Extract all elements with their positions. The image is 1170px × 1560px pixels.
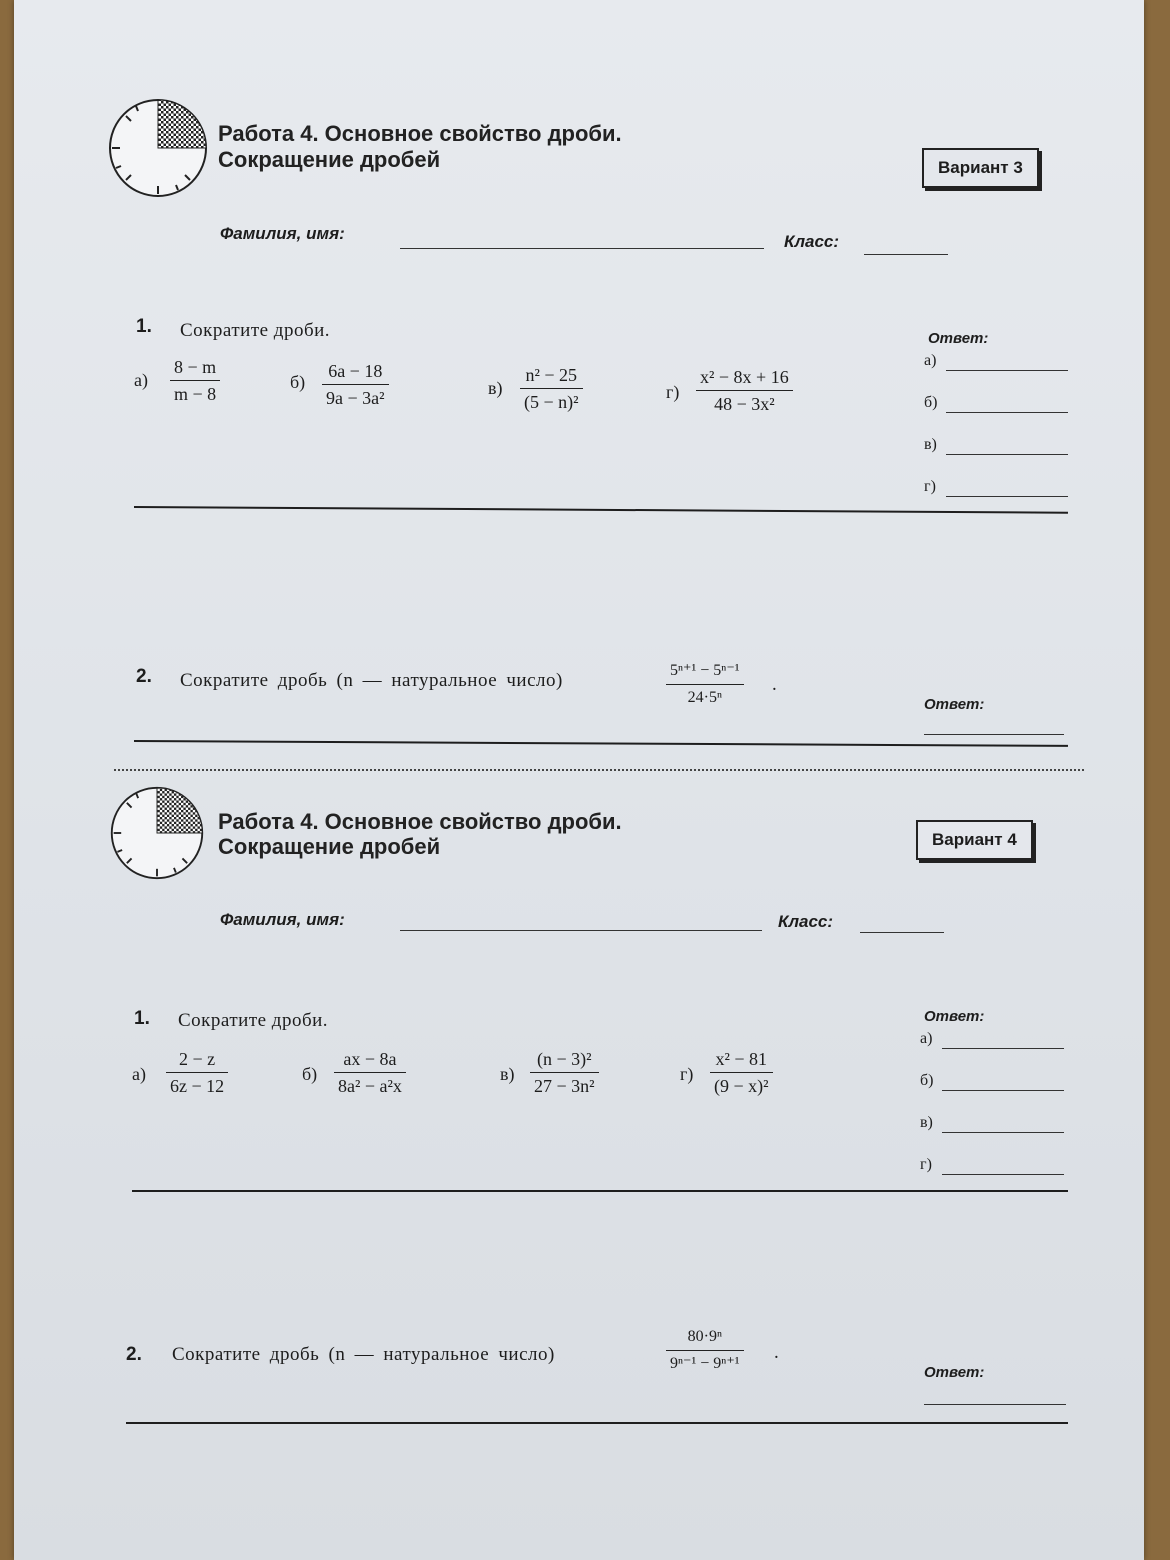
section-divider	[126, 1422, 1068, 1424]
section-divider	[132, 1190, 1068, 1192]
class-input-line[interactable]	[864, 254, 948, 255]
task1-item-g-fraction	[696, 366, 793, 415]
fraction-bar	[170, 380, 220, 381]
answer-v-line[interactable]	[946, 454, 1068, 455]
variant-badge: Вариант 3	[922, 148, 1039, 188]
cut-line	[114, 769, 1084, 771]
fraction-denominator: (9 − x)²	[714, 1076, 769, 1096]
task1-item-a-label: а)	[132, 1064, 146, 1084]
task1-item-v-label: в)	[500, 1064, 515, 1084]
fraction-denominator: (5 − n)²	[524, 392, 579, 412]
task1-item-g-label: г)	[666, 382, 680, 402]
task2-period: .	[772, 674, 778, 695]
clock-icon	[108, 784, 206, 882]
answer-v-label: в)	[920, 1114, 933, 1131]
fraction-denominator: 9a − 3a²	[326, 388, 385, 408]
worksheet-title-line1: Работа 4. Основное свойство дроби.	[218, 121, 622, 146]
task1-number: 1.	[136, 316, 152, 337]
answer-title: Ответ:	[924, 1008, 985, 1025]
answer2-line[interactable]	[924, 734, 1064, 735]
fraction-bar	[322, 384, 389, 385]
task2-number: 2.	[136, 666, 152, 687]
task1-item-a-fraction	[170, 356, 220, 405]
answer-title: Ответ:	[928, 330, 989, 347]
worksheet-page	[14, 0, 1144, 1560]
fraction-numerator: 2 − z	[179, 1049, 216, 1069]
fraction-bar	[520, 388, 583, 389]
answer-v-line[interactable]	[942, 1132, 1064, 1133]
answer-b-label: б)	[920, 1072, 934, 1089]
fraction-bar	[166, 1072, 228, 1073]
fraction-numerator: ax − 8a	[343, 1049, 397, 1069]
task1-item-g-fraction	[710, 1048, 773, 1097]
answer-a-line[interactable]	[946, 370, 1068, 371]
fraction-bar	[666, 1350, 744, 1351]
task2-text: Сократите дробь (n — натуральное число)	[172, 1344, 555, 1365]
class-label: Класс:	[778, 912, 834, 931]
fraction-numerator: 80·9ⁿ	[687, 1328, 722, 1345]
variant-badge: Вариант 4	[916, 820, 1033, 860]
fraction-denominator: 27 − 3n²	[534, 1076, 595, 1096]
task1-item-b-label: б)	[290, 372, 306, 392]
task1-item-v-fraction	[530, 1048, 599, 1097]
task1-text: Сократите дроби.	[180, 320, 331, 341]
name-label: Фамилия, имя:	[220, 224, 345, 243]
answer2-title: Ответ:	[924, 696, 985, 713]
fraction-bar	[530, 1072, 599, 1073]
answer-v-label: в)	[924, 436, 937, 453]
fraction-numerator: 5ⁿ⁺¹ − 5ⁿ⁻¹	[670, 662, 740, 679]
task1-item-a-label: а)	[134, 370, 148, 390]
name-input-line[interactable]	[400, 248, 764, 249]
task1-item-b-fraction	[334, 1048, 406, 1097]
answer-a-line[interactable]	[942, 1048, 1064, 1049]
task1-item-b-fraction	[322, 360, 389, 409]
name-label: Фамилия, имя:	[220, 910, 345, 929]
answer2-line[interactable]	[924, 1404, 1066, 1405]
answer-a-label: а)	[924, 352, 937, 369]
class-label: Класс:	[784, 232, 840, 251]
task1-number: 1.	[134, 1008, 150, 1029]
answer2-title: Ответ:	[924, 1364, 985, 1381]
section-divider	[134, 506, 1068, 514]
fraction-denominator: 8a² − a²x	[338, 1076, 402, 1096]
fraction-bar	[334, 1072, 406, 1073]
answer-b-line[interactable]	[942, 1090, 1064, 1091]
task1-item-g-label: г)	[680, 1064, 694, 1084]
answer-b-line[interactable]	[946, 412, 1068, 413]
task1-item-v-label: в)	[488, 378, 503, 398]
fraction-numerator: x² − 8x + 16	[700, 367, 789, 387]
section-divider	[134, 740, 1068, 747]
fraction-numerator: 6a − 18	[328, 361, 383, 381]
fraction-denominator: 24·5ⁿ	[687, 689, 722, 706]
answer-b-label: б)	[924, 394, 938, 411]
task2-period: .	[774, 1342, 780, 1363]
task2-fraction	[666, 1326, 744, 1375]
task2-number: 2.	[126, 1344, 142, 1365]
answer-g-line[interactable]	[946, 496, 1068, 497]
task1-text: Сократите дроби.	[178, 1010, 329, 1031]
worksheet-title-line2: Сокращение дробей	[218, 147, 441, 172]
task1-item-b-label: б)	[302, 1064, 318, 1084]
fraction-numerator: n² − 25	[525, 365, 578, 385]
fraction-numerator: x² − 81	[715, 1049, 768, 1069]
clock-icon	[106, 96, 210, 200]
task2-text: Сократите дробь (n — натуральное число)	[180, 670, 563, 691]
fraction-bar	[696, 390, 793, 391]
fraction-numerator: (n − 3)²	[537, 1049, 592, 1069]
task1-item-v-fraction	[520, 364, 583, 413]
fraction-denominator: 6z − 12	[170, 1076, 225, 1096]
answer-a-label: а)	[920, 1030, 933, 1047]
worksheet-title-line2: Сокращение дробей	[218, 834, 441, 859]
fraction-denominator: m − 8	[174, 384, 217, 404]
task2-fraction	[666, 660, 744, 709]
fraction-denominator: 9ⁿ⁻¹ − 9ⁿ⁺¹	[670, 1355, 740, 1372]
answer-g-label: г)	[924, 478, 936, 495]
answer-g-line[interactable]	[942, 1174, 1064, 1175]
fraction-bar	[666, 684, 744, 685]
fraction-numerator: 8 − m	[174, 357, 217, 377]
worksheet-title-line1: Работа 4. Основное свойство дроби.	[218, 809, 622, 834]
task1-item-a-fraction	[166, 1048, 228, 1097]
name-input-line[interactable]	[400, 930, 762, 931]
fraction-bar	[710, 1072, 773, 1073]
class-input-line[interactable]	[860, 932, 944, 933]
fraction-denominator: 48 − 3x²	[714, 394, 775, 414]
answer-g-label: г)	[920, 1156, 932, 1173]
